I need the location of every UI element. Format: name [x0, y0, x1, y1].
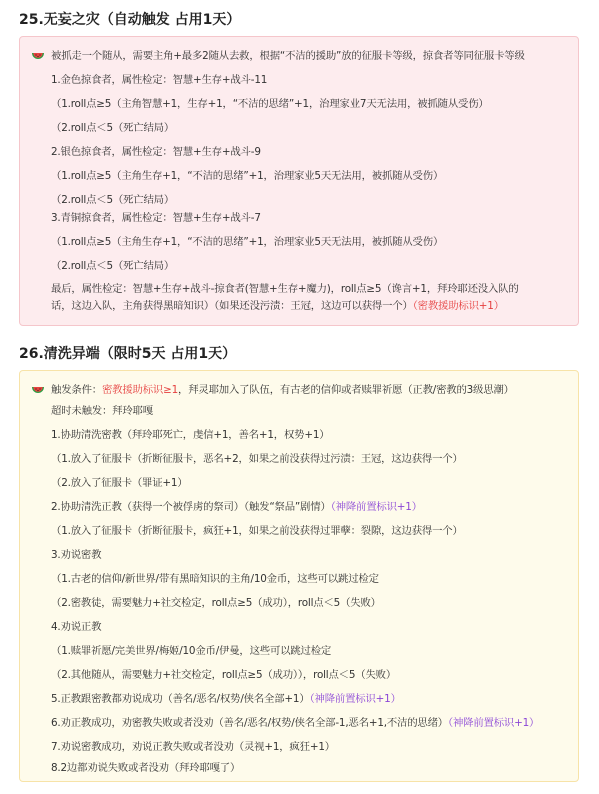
s25-line-0: 被抓走一个随从，需要主角+最多2随从去救，根据“不洁的援助”放的征服卡等级，掠食者等同征服卡等级	[51, 50, 525, 62]
s25-line-5: （1.roll点≥5（主角生存+1，“不洁的思绪”+1，治理家业5天无法用，被抓随从受伤）	[51, 170, 444, 182]
divine-prereq-tag: （神降前置标识+1）	[309, 693, 401, 705]
trigger-condition-tag: 密教援助标识≥1	[101, 384, 179, 396]
s26-line-10: 4.劝说正教	[51, 621, 102, 633]
s26-line-8: （1.古老的信仰/新世界/带有黑暗知识的主角/10金币，这些可以跳过检定	[51, 573, 379, 585]
s26-line-13	[51, 691, 401, 707]
divine-prereq-tag: （神降前置标识+1）	[447, 717, 540, 729]
watermelon-icon	[31, 383, 45, 397]
s26-line-14-text: 6.劝正教成功，劝密教失败或者没劝（善名/恶名/权势/侠名全部-1,恶名+1,不洁的思绪）	[51, 717, 448, 729]
watermelon-icon	[31, 49, 45, 63]
s25-line-4: 2.银色掠食者，属性检定：智慧+生存+战斗-9	[51, 146, 261, 158]
s26-line-16: 8.2边都劝说失败或者没劝（拜玲耶嘎了）	[51, 762, 241, 774]
s26-line-0	[51, 382, 514, 398]
s26-line-15: 7.劝说密教成功，劝说正教失败或者没劝（灵视+1，疯狂+1）	[51, 741, 335, 753]
s25-line-11-text: 话，这边入队，主角获得黑暗知识）（如果还没污渍：王冠，这边可以获得一个）	[51, 300, 413, 312]
section-26-heading: 26.清洗异端（限时5天 占用1天）	[19, 346, 237, 362]
s26-line-7: 3.劝说密教	[51, 549, 102, 561]
s26-line-3: （1.放入了征服卡（折断征服卡，恶名+2，如果之前没获得过污渍：王冠，这边获得一个）	[51, 453, 463, 465]
s26-line-12: （2.其他随从，需要魅力+社交检定，roll点≥5（成功）），roll点＜5（失败）	[51, 669, 397, 681]
mystic-aid-tag: （密教援助标识+1）	[412, 300, 504, 312]
s25-line-1: 1.金色掠食者，属性检定：智慧+生存+战斗-11	[51, 74, 268, 86]
s25-line-10: 最后，属性检定：智慧+生存+战斗-掠食者(智慧+生存+魔力)，roll点≥5（谗言+1，拜玲耶还没入队的	[51, 283, 519, 295]
s26-line-2: 1.协助清洗密教（拜玲耶死亡，虔信+1，善名+1，权势+1）	[51, 429, 330, 441]
s25-line-7: 3.青铜掠食者，属性检定：智慧+生存+战斗-7	[51, 212, 261, 224]
s26-line-5	[51, 499, 422, 515]
s26-line-13-text: 5.正教跟密教都劝说成功（善名/恶名/权势/侠名全部+1）	[51, 693, 310, 705]
s25-line-6: （2.roll点＜5（死亡结局）	[51, 194, 175, 206]
s26-line-5-text: 2.协助清洗正教（获得一个被俘虏的祭司）（触发“祭品”剧情）	[51, 501, 331, 513]
s26-line-1: 超时未触发：拜玲耶嘎	[51, 405, 153, 417]
s25-line-2: （1.roll点≥5（主角智慧+1，生存+1，“不洁的思绪”+1，治理家业7天无法用，被抓随从受伤）	[51, 98, 489, 110]
divine-prereq-tag: （神降前置标识+1）	[330, 501, 422, 513]
s26-line-6: （1.放入了征服卡（折断征服卡，疯狂+1，如果之前没获得过罪孽：裂隙，这边获得一个）	[51, 525, 463, 537]
s26-line-11: （1.赎罪祈愿/完美世界/梅姬/10金币/伊曼，这些可以跳过检定	[51, 645, 332, 657]
s25-line-11	[51, 298, 504, 314]
s26-line-4: （2.放入了征服卡（罪证+1）	[51, 477, 188, 489]
s25-line-3: （2.roll点＜5（死亡结局）	[51, 122, 175, 134]
s25-line-8: （1.roll点≥5（主角生存+1，“不洁的思绪”+1，治理家业5天无法用，被抓随从受伤）	[51, 236, 444, 248]
s25-line-9: （2.roll点＜5（死亡结局）	[51, 260, 175, 272]
s26-line-0-text: ，拜灵耶加入了队伍，有古老的信仰或者赎罪祈愿（正教/密教的3级思潮）	[178, 384, 514, 396]
section-25-heading: 25.无妄之灾（自动触发 占用1天）	[19, 12, 241, 28]
s26-line-14	[51, 715, 539, 731]
s26-line-0-pre: 触发条件：	[51, 384, 102, 396]
s26-line-9: （2.密教徒，需要魅力+社交检定，roll点≥5（成功），roll点＜5（失败）	[51, 597, 381, 609]
